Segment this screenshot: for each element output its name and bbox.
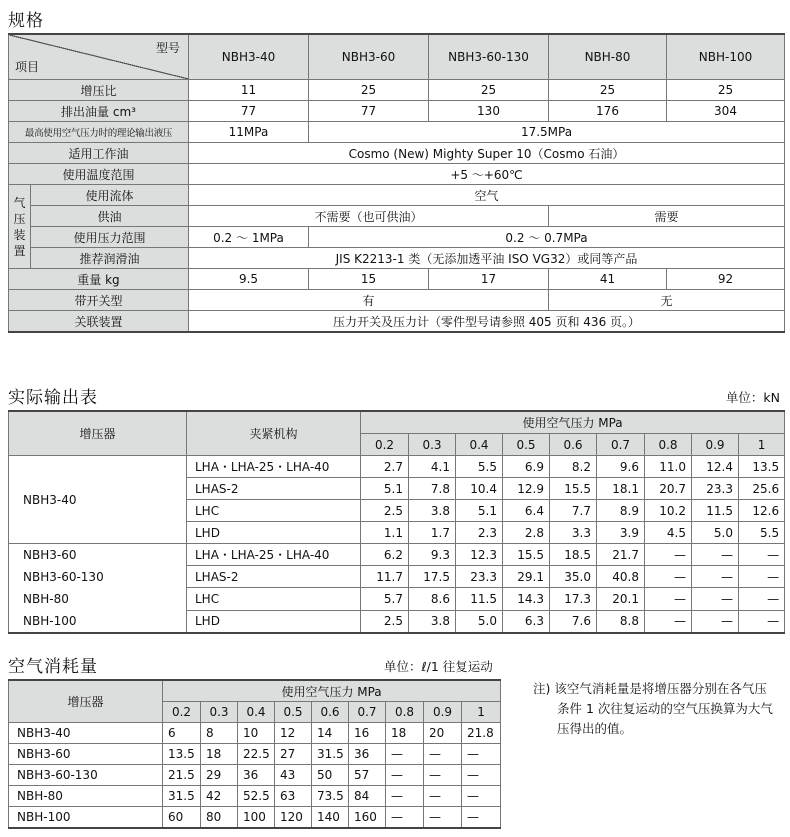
air-value-cell: — <box>462 786 501 807</box>
air-note <box>533 679 783 739</box>
spec-cell: 有 <box>189 290 549 311</box>
air-device-group-label <box>9 185 31 269</box>
booster-name: NBH-100 <box>23 614 77 628</box>
air-unit: 单位：ℓ/1 往复运动 <box>384 659 493 674</box>
output-value-cell: 1.7 <box>409 522 456 544</box>
row-label: 使用压力范围 <box>31 227 189 248</box>
air-value-cell: 120 <box>275 807 312 829</box>
spec-cell: 17 <box>429 269 549 290</box>
spec-header-row <box>9 34 785 80</box>
spec-row-oil-output <box>9 101 785 122</box>
output-value-cell: 7.7 <box>550 500 597 522</box>
output-value-cell: 7.6 <box>550 610 597 633</box>
air-value-cell: 27 <box>275 744 312 765</box>
air-value-cell: 21.8 <box>462 723 501 744</box>
mechanism-cell: LHC <box>187 588 361 610</box>
row-label: 带开关型 <box>9 290 189 311</box>
pressure-header: 0.9 <box>692 434 739 456</box>
spec-cell: 304 <box>667 101 785 122</box>
booster-name-cell: NBH3-60-130 <box>9 765 163 786</box>
pressure-header: 0.6 <box>312 702 349 723</box>
pressure-header: 0.8 <box>386 702 424 723</box>
booster-name-cell: NBH3-60 <box>9 744 163 765</box>
row-label: 增压比 <box>9 80 189 101</box>
output-row <box>9 544 785 566</box>
output-value-cell: 6.9 <box>503 456 550 478</box>
spec-cell: +5 ～+60℃ <box>189 164 785 185</box>
output-value-cell: 2.7 <box>361 456 409 478</box>
output-value-cell: — <box>692 588 739 610</box>
spec-cell: 9.5 <box>189 269 309 290</box>
pressure-header: 0.3 <box>409 434 456 456</box>
spec-cell: 0.2 ～ 1MPa <box>189 227 309 248</box>
output-value-cell: 12.4 <box>692 456 739 478</box>
pressure-header: 0.4 <box>238 702 275 723</box>
row-label: 供油 <box>31 206 189 227</box>
output-value-cell: 5.7 <box>361 588 409 610</box>
air-value-cell: 57 <box>349 765 386 786</box>
air-value-cell: 18 <box>201 744 238 765</box>
output-value-cell: 5.5 <box>739 522 785 544</box>
air-row <box>9 744 501 765</box>
output-value-cell: 21.7 <box>597 544 645 566</box>
output-value-cell: 17.3 <box>550 588 597 610</box>
note-line-3: 压得出的值。 <box>557 721 633 736</box>
mechanism-cell: LHD <box>187 522 361 544</box>
output-value-cell: — <box>692 610 739 633</box>
air-value-cell: 10 <box>238 723 275 744</box>
output-value-cell: 5.5 <box>456 456 503 478</box>
air-value-cell: 43 <box>275 765 312 786</box>
output-value-cell: — <box>739 566 785 588</box>
output-value-cell: 1.1 <box>361 522 409 544</box>
air-value-cell: — <box>424 807 462 829</box>
output-value-cell: — <box>645 544 692 566</box>
air-value-cell: 42 <box>201 786 238 807</box>
output-group-2 <box>9 544 785 634</box>
output-value-cell: 10.2 <box>645 500 692 522</box>
air-value-cell: 6 <box>163 723 201 744</box>
air-value-cell: 160 <box>349 807 386 829</box>
output-value-cell: 23.3 <box>456 566 503 588</box>
spec-table <box>8 33 785 333</box>
spec-cell: 25 <box>309 80 429 101</box>
booster-name: NBH3-60-130 <box>23 570 104 584</box>
air-col-pressure-header: 使用空气压力 MPa <box>163 680 501 702</box>
row-label: 推荐润滑油 <box>31 248 189 269</box>
air-device-text: 气压装置 <box>13 195 26 258</box>
air-value-cell: — <box>462 807 501 829</box>
row-label: 适用工作油 <box>9 143 189 164</box>
pressure-header: 0.7 <box>349 702 386 723</box>
output-value-cell: 20.7 <box>645 478 692 500</box>
spec-row-related <box>9 311 785 333</box>
air-row <box>9 723 501 744</box>
mechanism-cell: LHAS-2 <box>187 566 361 588</box>
air-value-cell: — <box>386 765 424 786</box>
output-value-cell: 25.6 <box>739 478 785 500</box>
row-label: 重量 kg <box>9 269 189 290</box>
air-value-cell: — <box>462 744 501 765</box>
spec-row-fluid <box>9 185 785 206</box>
mechanism-cell: LHA・LHA-25・LHA-40 <box>187 456 361 478</box>
pressure-header: 1 <box>739 434 785 456</box>
output-value-cell: 3.8 <box>409 610 456 633</box>
air-value-cell: 63 <box>275 786 312 807</box>
pressure-header: 0.5 <box>275 702 312 723</box>
spec-cell: 77 <box>189 101 309 122</box>
spec-cell: 不需要（也可供油） <box>189 206 549 227</box>
output-value-cell: 4.1 <box>409 456 456 478</box>
spec-cell: JIS K2213-1 类（无添加透平油 ISO VG32）或同等产品 <box>189 248 785 269</box>
spec-row-temp <box>9 164 785 185</box>
air-table <box>8 679 501 829</box>
note-line-1: 注) 该空气消耗量是将增压器分别在各气压 <box>533 681 767 696</box>
spec-cell: 77 <box>309 101 429 122</box>
spec-row-boost <box>9 80 785 101</box>
col-booster-header: 增压器 <box>9 411 187 456</box>
air-value-cell: 80 <box>201 807 238 829</box>
model-header: NBH-100 <box>667 34 785 80</box>
air-value-cell: 18 <box>386 723 424 744</box>
output-value-cell: 8.9 <box>597 500 645 522</box>
output-value-cell: — <box>645 588 692 610</box>
spec-cell: 15 <box>309 269 429 290</box>
model-header: NBH3-60 <box>309 34 429 80</box>
model-header: NBH-80 <box>549 34 667 80</box>
output-value-cell: 10.4 <box>456 478 503 500</box>
booster-name: NBH-80 <box>23 592 69 606</box>
air-value-cell: 36 <box>238 765 275 786</box>
booster-name-cell <box>9 544 187 634</box>
col-pressure-header: 使用空气压力 MPa <box>361 411 785 434</box>
air-value-cell: 13.5 <box>163 744 201 765</box>
output-title: 实际输出表 <box>8 388 98 408</box>
output-value-cell: 6.2 <box>361 544 409 566</box>
air-value-cell: — <box>386 807 424 829</box>
output-header-row <box>9 411 785 434</box>
spec-row-oil <box>9 143 785 164</box>
output-value-cell: 11.7 <box>361 566 409 588</box>
air-value-cell: — <box>462 765 501 786</box>
spec-cell: Cosmo (New) Mighty Super 10（Cosmo 石油） <box>189 143 785 164</box>
air-value-cell: 31.5 <box>163 786 201 807</box>
air-value-cell: 100 <box>238 807 275 829</box>
output-value-cell: 12.6 <box>739 500 785 522</box>
spec-cell: 压力开关及压力计（零件型号请参照 405 页和 436 页。） <box>189 311 785 333</box>
air-value-cell: 8 <box>201 723 238 744</box>
spec-row-weight <box>9 269 785 290</box>
spec-corner-cell <box>9 34 189 80</box>
output-value-cell: — <box>692 566 739 588</box>
pressure-header: 0.6 <box>550 434 597 456</box>
spec-cell: 130 <box>429 101 549 122</box>
output-value-cell: 4.5 <box>645 522 692 544</box>
col-mech-header: 夹紧机构 <box>187 411 361 456</box>
output-value-cell: 14.3 <box>503 588 550 610</box>
corner-model-label: 型号 <box>155 41 180 55</box>
row-label: 使用流体 <box>31 185 189 206</box>
air-col-booster-header: 增压器 <box>9 680 163 723</box>
spec-row-lubricant <box>9 248 785 269</box>
output-value-cell: 12.3 <box>456 544 503 566</box>
booster-name: NBH3-60 <box>23 548 77 562</box>
air-row <box>9 765 501 786</box>
spec-cell: 需要 <box>549 206 785 227</box>
output-value-cell: 8.6 <box>409 588 456 610</box>
row-label: 最高使用空气压力时的理论输出液压 <box>9 122 189 143</box>
spec-row-pressure-range <box>9 227 785 248</box>
booster-name: NBH3-40 <box>23 492 77 507</box>
output-value-cell: 8.2 <box>550 456 597 478</box>
corner-item-label: 项目 <box>15 60 40 74</box>
mechanism-cell: LHC <box>187 500 361 522</box>
air-value-cell: 21.5 <box>163 765 201 786</box>
output-value-cell: 2.8 <box>503 522 550 544</box>
pressure-header: 0.3 <box>201 702 238 723</box>
air-value-cell: 16 <box>349 723 386 744</box>
air-value-cell: 140 <box>312 807 349 829</box>
spec-cell: 11 <box>189 80 309 101</box>
spec-cell: 25 <box>549 80 667 101</box>
air-value-cell: 31.5 <box>312 744 349 765</box>
output-value-cell: 13.5 <box>739 456 785 478</box>
output-value-cell: 2.5 <box>361 500 409 522</box>
spec-title: 规格 <box>8 11 44 31</box>
pressure-header: 0.5 <box>503 434 550 456</box>
output-value-cell: 5.0 <box>456 610 503 633</box>
output-value-cell: 40.8 <box>597 566 645 588</box>
output-value-cell: 11.5 <box>692 500 739 522</box>
output-value-cell: 3.8 <box>409 500 456 522</box>
air-value-cell: 60 <box>163 807 201 829</box>
output-value-cell: 8.8 <box>597 610 645 633</box>
output-value-cell: 3.9 <box>597 522 645 544</box>
output-value-cell: — <box>739 610 785 633</box>
output-value-cell: — <box>645 566 692 588</box>
air-value-cell: — <box>424 786 462 807</box>
pressure-header: 0.2 <box>361 434 409 456</box>
air-value-cell: 50 <box>312 765 349 786</box>
output-value-cell: 35.0 <box>550 566 597 588</box>
mechanism-cell: LHA・LHA-25・LHA-40 <box>187 544 361 566</box>
output-value-cell: 3.3 <box>550 522 597 544</box>
air-value-cell: 29 <box>201 765 238 786</box>
booster-name-cell: NBH-80 <box>9 786 163 807</box>
output-value-cell: — <box>739 588 785 610</box>
output-value-cell: 29.1 <box>503 566 550 588</box>
output-value-cell: — <box>739 544 785 566</box>
spec-cell: 无 <box>549 290 785 311</box>
mechanism-cell: LHAS-2 <box>187 478 361 500</box>
row-label: 排出油量 cm³ <box>9 101 189 122</box>
output-value-cell: — <box>645 610 692 633</box>
output-value-cell: 2.3 <box>456 522 503 544</box>
air-row <box>9 807 501 829</box>
output-value-cell: 11.5 <box>456 588 503 610</box>
model-header: NBH3-40 <box>189 34 309 80</box>
output-value-cell: 2.5 <box>361 610 409 633</box>
spec-cell: 0.2 ～ 0.7MPa <box>309 227 785 248</box>
air-value-cell: — <box>386 786 424 807</box>
air-value-cell: 12 <box>275 723 312 744</box>
output-value-cell: 7.8 <box>409 478 456 500</box>
air-value-cell: 84 <box>349 786 386 807</box>
output-value-cell: 5.0 <box>692 522 739 544</box>
booster-name-cell: NBH3-40 <box>9 723 163 744</box>
pressure-header: 0.8 <box>645 434 692 456</box>
air-value-cell: — <box>424 765 462 786</box>
output-value-cell: 11.0 <box>645 456 692 478</box>
pressure-header: 0.7 <box>597 434 645 456</box>
air-value-cell: — <box>386 744 424 765</box>
booster-name-cell: NBH-100 <box>9 807 163 829</box>
spec-cell: 176 <box>549 101 667 122</box>
output-value-cell: 23.3 <box>692 478 739 500</box>
output-value-cell: — <box>692 544 739 566</box>
spec-row-max-pressure <box>9 122 785 143</box>
output-value-cell: 9.6 <box>597 456 645 478</box>
mechanism-cell: LHD <box>187 610 361 633</box>
output-value-cell: 15.5 <box>550 478 597 500</box>
spec-row-switch <box>9 290 785 311</box>
row-label: 使用温度范围 <box>9 164 189 185</box>
pressure-header: 1 <box>462 702 501 723</box>
air-value-cell: 20 <box>424 723 462 744</box>
model-header: NBH3-60-130 <box>429 34 549 80</box>
output-row <box>9 456 785 478</box>
air-row <box>9 786 501 807</box>
air-value-cell: — <box>424 744 462 765</box>
output-value-cell: 18.5 <box>550 544 597 566</box>
output-value-cell: 18.1 <box>597 478 645 500</box>
spec-cell: 空气 <box>189 185 785 206</box>
spec-cell: 17.5MPa <box>309 122 785 143</box>
output-value-cell: 6.4 <box>503 500 550 522</box>
output-value-cell: 12.9 <box>503 478 550 500</box>
output-table <box>8 410 785 634</box>
air-value-cell: 52.5 <box>238 786 275 807</box>
air-value-cell: 36 <box>349 744 386 765</box>
pressure-header: 0.9 <box>424 702 462 723</box>
output-value-cell: 6.3 <box>503 610 550 633</box>
spec-cell: 92 <box>667 269 785 290</box>
air-value-cell: 73.5 <box>312 786 349 807</box>
air-title: 空气消耗量 <box>8 657 98 677</box>
spec-row-supply <box>9 206 785 227</box>
air-value-cell: 14 <box>312 723 349 744</box>
spec-cell: 11MPa <box>189 122 309 143</box>
output-value-cell: 9.3 <box>409 544 456 566</box>
output-value-cell: 17.5 <box>409 566 456 588</box>
booster-name-cell <box>9 456 187 544</box>
row-label: 关联装置 <box>9 311 189 333</box>
pressure-header: 0.4 <box>456 434 503 456</box>
air-header-row <box>9 680 501 702</box>
output-value-cell: 5.1 <box>456 500 503 522</box>
output-value-cell: 20.1 <box>597 588 645 610</box>
output-group-1 <box>9 456 785 544</box>
spec-cell: 25 <box>429 80 549 101</box>
spec-cell: 41 <box>549 269 667 290</box>
output-value-cell: 5.1 <box>361 478 409 500</box>
pressure-header: 0.2 <box>163 702 201 723</box>
spec-cell: 25 <box>667 80 785 101</box>
air-body <box>9 723 501 829</box>
output-unit: 单位：kN <box>725 390 780 405</box>
air-value-cell: 22.5 <box>238 744 275 765</box>
output-value-cell: 15.5 <box>503 544 550 566</box>
note-line-2: 条件 1 次往复运动的空气压换算为大气 <box>557 701 773 716</box>
